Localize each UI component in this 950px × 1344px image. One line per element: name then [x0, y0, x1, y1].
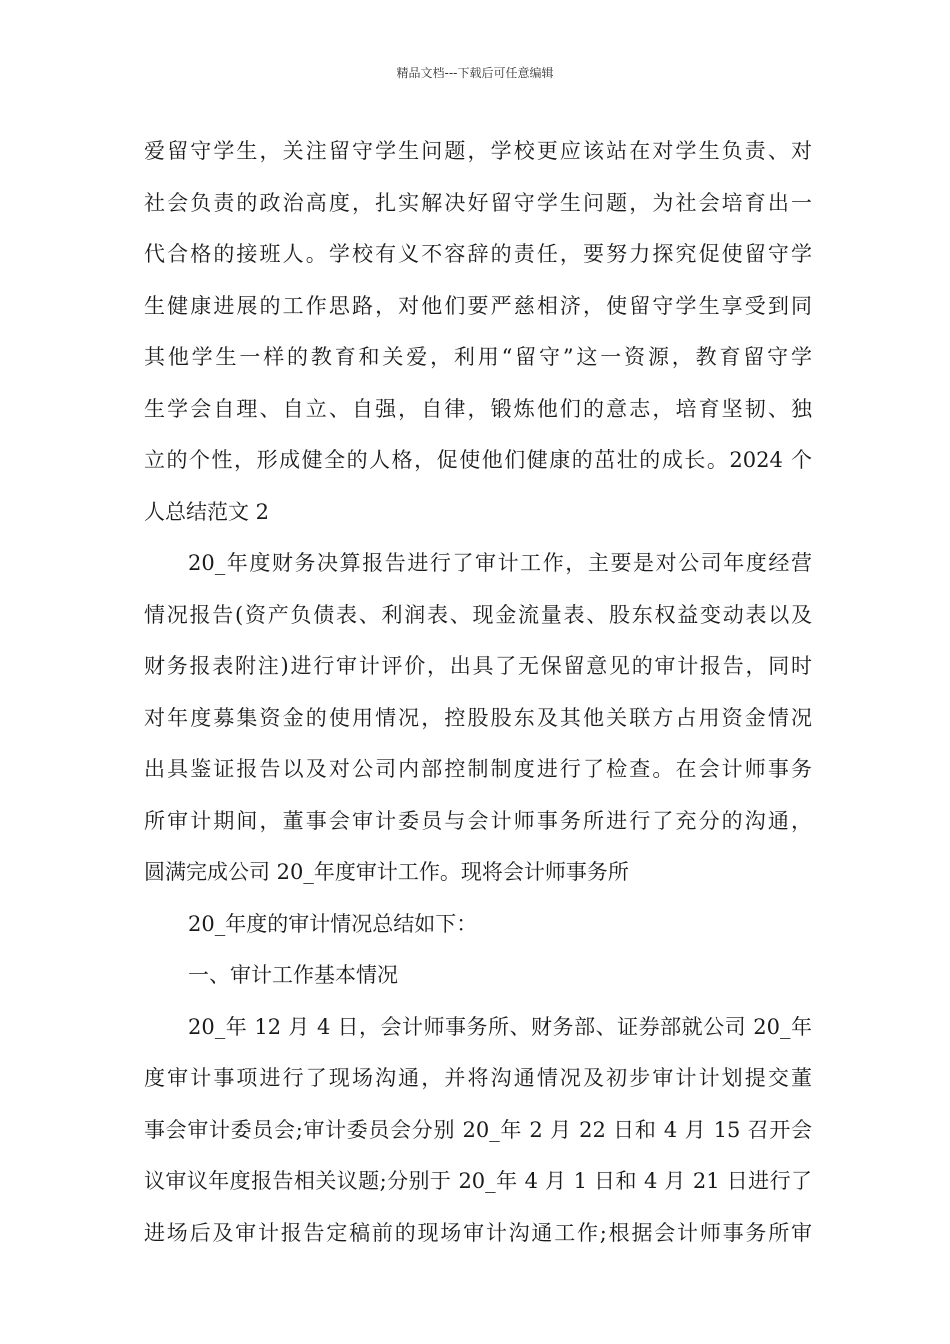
text-line: 情况报告(资产负债表、利润表、现金流量表、股东权益变动表以及	[144, 602, 812, 627]
text-line: 其他学生一样的教育和关爱，利用“留守”这一资源，教育留守学	[144, 345, 812, 369]
text-line: 议审议年度报告相关议题;分别于 20_年 4 月 1 日和 4 月 21 日进行了	[144, 1169, 812, 1193]
text-line: 事会审计委员会;审计委员会分别 20_年 2 月 22 日和 4 月 15 召开会	[144, 1117, 812, 1142]
text-line: 20_年 12 月 4 日，会计师事务所、财务部、证券部就公司 20_年	[188, 1014, 812, 1039]
text-line: 度审计事项进行了现场沟通，并将沟通情况及初步审计计划提交董	[144, 1066, 812, 1090]
text-line: 代合格的接班人。学校有义不容辞的责任，要努力探究促使留守学	[144, 242, 812, 266]
text-line: 进场后及审计报告定稿前的现场审计沟通工作;根据会计师事务所审	[144, 1220, 812, 1245]
text-line: 20_年度的审计情况总结如下：	[188, 911, 478, 936]
text-line: 对年度募集资金的使用情况，控股股东及其他关联方占用资金情况	[144, 705, 812, 730]
text-line: 圆满完成公司 20_年度审计工作。现将会计师事务所	[144, 860, 629, 884]
document-body	[144, 126, 812, 1259]
page-header: 精品文档---下载后可任意编辑	[396, 66, 554, 80]
text-line: 出具鉴证报告以及对公司内部控制制度进行了检查。在会计师事务	[144, 757, 812, 781]
text-line: 财务报表附注)进行审计评价，出具了无保留意见的审计报告，同时	[144, 654, 812, 678]
text-line: 20_年度财务决算报告进行了审计工作，主要是对公司年度经营	[188, 551, 812, 575]
text-line: 立的个性，形成健全的人格，促使他们健康的茁壮的成长。2024 个	[144, 448, 812, 472]
section-heading: 一、审计工作基本情况	[188, 963, 398, 987]
text-line: 生学会自理、自立、自强，自律，锻炼他们的意志，培育坚韧、独	[144, 396, 812, 421]
text-line: 所审计期间，董事会审计委员与会计师事务所进行了充分的沟通，	[144, 808, 812, 833]
text-line: 社会负责的政治高度，扎实解决好留守学生问题，为社会培育出一	[144, 190, 812, 215]
text-line: 人总结范文 2	[144, 499, 270, 524]
text-line: 生健康进展的工作思路，对他们要严慈相济，使留守学生享受到同	[144, 293, 812, 318]
text-line: 爱留守学生，关注留守学生问题，学校更应该站在对学生负责、对	[144, 139, 812, 163]
